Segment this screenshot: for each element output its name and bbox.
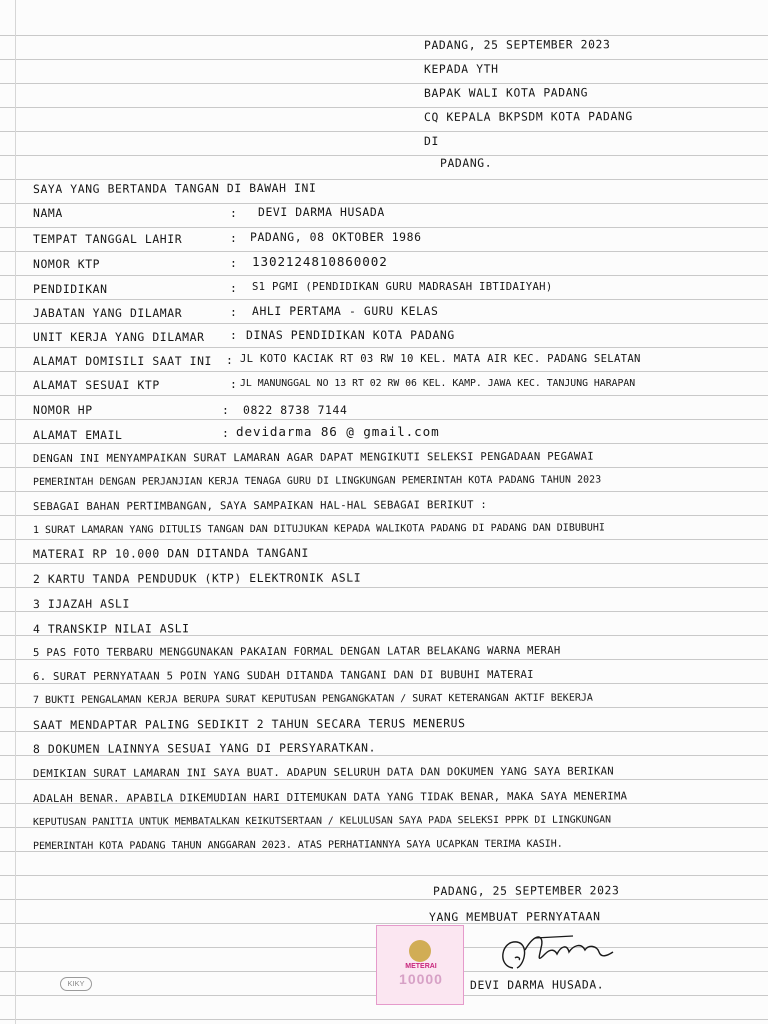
closing-line: PEMERINTAH KOTA PADANG TAHUN ANGGARAN 2023. ATAS PERHATIANNYA SAYA UCAPKAN TERIMA KASIH.	[32, 838, 563, 852]
meterai-stamp	[376, 925, 464, 1005]
colon: :	[222, 403, 229, 417]
identity-value: DINAS PENDIDIKAN KOTA PADANG	[246, 328, 455, 342]
margin-line	[15, 0, 16, 1024]
identity-value: 0822 8738 7144	[243, 403, 348, 417]
identity-value: DEVI DARMA HUSADA	[258, 205, 385, 219]
header-kepada: KEPADA YTH	[423, 61, 499, 76]
header-di: DI	[423, 133, 439, 148]
identity-label: NOMOR HP	[33, 403, 93, 417]
header-place-date: PADANG, 25 SEPTEMBER 2023	[423, 37, 611, 52]
identity-label: ALAMAT SESUAI KTP	[33, 378, 160, 392]
handwritten-signature-icon	[495, 928, 620, 978]
list-item: SAAT MENDAPTAR PALING SEDIKIT 2 TAHUN SECARA TERUS MENERUS	[32, 716, 466, 732]
signer-name: DEVI DARMA HUSADA.	[469, 977, 605, 992]
body-line: DENGAN INI MENYAMPAIKAN SURAT LAMARAN AGAR DAPAT MENGIKUTI SELEKSI PENGADAAN PEGAWAI	[32, 450, 594, 465]
closing-line: ADALAH BENAR. APABILA DIKEMUDIAN HARI DITEMUKAN DATA YANG TIDAK BENAR, MAKA SAYA MENERIMA	[32, 790, 628, 805]
identity-value: devidarma 86 @ gmail.com	[236, 424, 440, 439]
list-item: 3 IJAZAH ASLI	[32, 596, 130, 611]
identity-label: ALAMAT EMAIL	[33, 428, 123, 442]
colon: :	[222, 426, 229, 440]
body-line: SEBAGAI BAHAN PERTIMBANGAN, SAYA SAMPAIKAN HAL-HAL SEBAGAI BERIKUT :	[32, 499, 488, 513]
list-item: 1 SURAT LAMARAN YANG DITULIS TANGAN DAN DITUJUKAN KEPADA WALIKOTA PADANG DI PADANG DAN DIBUBUHI	[32, 522, 605, 536]
list-item: 2 KARTU TANDA PENDUDUK (KTP) ELEKTRONIK ASLI	[32, 570, 362, 586]
colon: :	[230, 377, 237, 391]
identity-label: PENDIDIKAN	[33, 282, 108, 296]
colon: :	[230, 328, 237, 342]
colon: :	[230, 206, 237, 220]
identity-value: AHLI PERTAMA - GURU KELAS	[252, 304, 439, 318]
sign-maker: YANG MEMBUAT PERNYATAAN	[428, 909, 601, 924]
list-item: 6. SURAT PERNYATAAN 5 POIN YANG SUDAH DITANDA TANGANI DAN DI BUBUHI MATERAI	[32, 668, 534, 683]
identity-label: NAMA	[33, 206, 63, 220]
colon: :	[226, 353, 233, 367]
sign-place-date: PADANG, 25 SEPTEMBER 2023	[432, 883, 620, 898]
identity-value: PADANG, 08 OKTOBER 1986	[250, 230, 422, 244]
header-city: PADANG.	[439, 155, 493, 170]
paper-brand-tag: KIKY	[60, 977, 92, 991]
identity-value: S1 PGMI (PENDIDIKAN GURU MADRASAH IBTIDAIYAH)	[252, 281, 553, 293]
body-line: PEMERINTAH DENGAN PERJANJIAN KERJA TENAGA GURU DI LINGKUNGAN PEMERINTAH KOTA PADANG TAHUN 2023	[32, 474, 602, 488]
closing-line: KEPUTUSAN PANITIA UNTUK MEMBATALKAN KEIKUTSERTAAN / KELULUSAN SAYA PADA SELEKSI PPPK DI LINGKUNGAN	[32, 814, 612, 828]
identity-label: JABATAN YANG DILAMAR	[33, 306, 183, 320]
identity-value: JL MANUNGGAL NO 13 RT 02 RW 06 KEL. KAMP. JAWA KEC. TANJUNG HARAPAN	[240, 378, 636, 389]
garuda-emblem-icon	[409, 940, 431, 962]
list-item: 8 DOKUMEN LAINNYA SESUAI YANG DI PERSYARATKAN.	[32, 740, 377, 756]
colon: :	[230, 305, 237, 319]
colon: :	[230, 256, 237, 270]
list-item: MATERAI RP 10.000 DAN DITANDA TANGANI	[32, 545, 309, 561]
stamp-value: 10000	[399, 971, 443, 987]
list-item: 5 PAS FOTO TERBARU MENGGUNAKAN PAKAIAN FORMAL DENGAN LATAR BELAKANG WARNA MERAH	[32, 644, 561, 659]
closing-line: DEMIKIAN SURAT LAMARAN INI SAYA BUAT. ADAPUN SELURUH DATA DAN DOKUMEN YANG SAYA BERIKAN	[32, 765, 615, 780]
header-recipient: BAPAK WALI KOTA PADANG	[423, 85, 589, 100]
colon: :	[230, 231, 237, 245]
stamp-label: METERAI	[405, 963, 437, 970]
identity-label: UNIT KERJA YANG DILAMAR	[33, 330, 205, 344]
identity-label: NOMOR KTP	[33, 257, 101, 271]
intro-line: SAYA YANG BERTANDA TANGAN DI BAWAH INI	[32, 180, 317, 196]
identity-value: 1302124810860002	[252, 254, 388, 269]
list-item: 4 TRANSKIP NILAI ASLI	[32, 621, 190, 636]
header-cq: CQ KEPALA BKPSDM KOTA PADANG	[423, 109, 633, 124]
identity-label: ALAMAT DOMISILI SAAT INI	[33, 354, 212, 368]
colon: :	[230, 281, 237, 295]
identity-label: TEMPAT TANGGAL LAHIR	[33, 232, 183, 246]
identity-value: JL KOTO KACIAK RT 03 RW 10 KEL. MATA AIR KEC. PADANG SELATAN	[240, 353, 641, 365]
list-item: 7 BUKTI PENGALAMAN KERJA BERUPA SURAT KEPUTUSAN PENGANGKATAN / SURAT KETERANGAN AKTIF BEKERJA	[32, 692, 593, 706]
